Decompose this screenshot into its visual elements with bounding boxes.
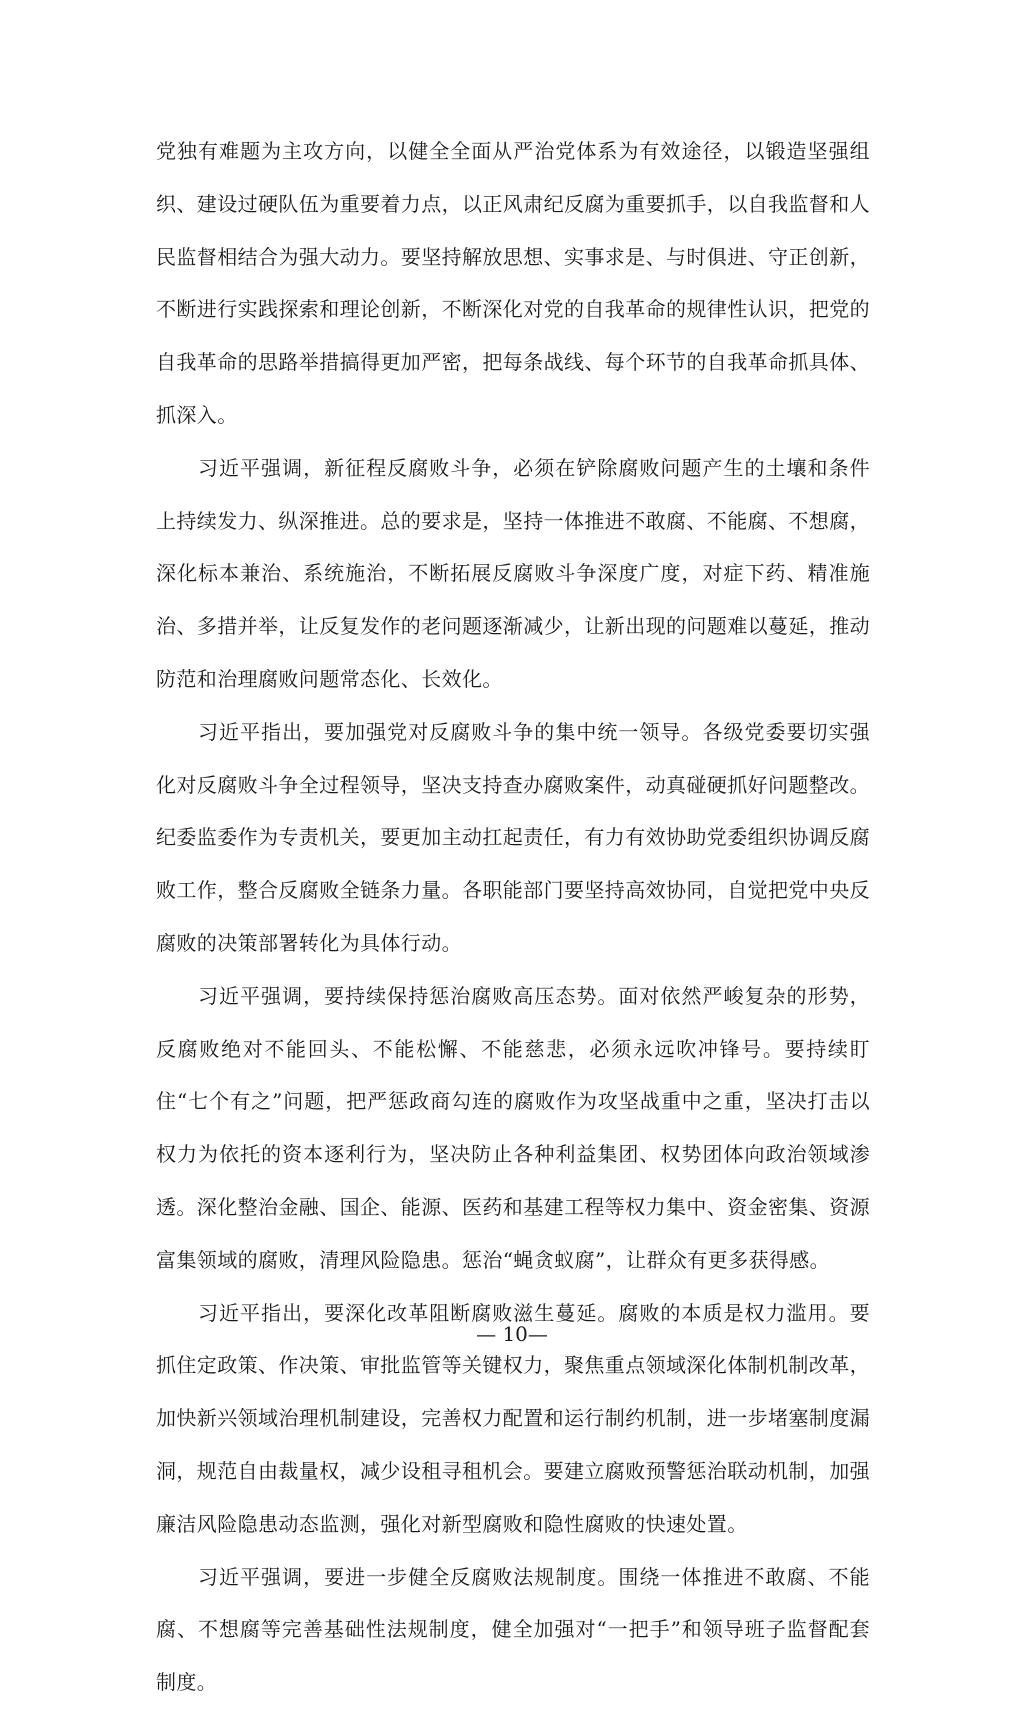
page-number: — 10— [476, 1322, 548, 1346]
paragraph-6: 习近平强调，要进一步健全反腐败法规制度。围绕一体推进不敢腐、不能腐、不想腐等完善基础性法规制度，健全加强对“一把手”和领导班子监督配套制度。 [156, 1564, 870, 1695]
paragraph-3: 习近平指出，要加强党对反腐败斗争的集中统一领导。各级党委要切实强化对反腐败斗争全过程领导，坚决支持查办腐败案件，动真碰硬抓好问题整改。纪委监委作为专责机关，要更加主动扛起责任，有力有效协助党委组织协调反腐败工作，整合反腐败全链条力量。各职能部门要坚持高效协同，自觉把党中央反腐败的决策部署转化为具体行动。 [156, 719, 870, 955]
document-body [156, 125, 870, 1709]
paragraph-4: 习近平强调，要持续保持惩治腐败高压态势。面对依然严峻复杂的形势，反腐败绝对不能回头、不能松懈、不能慈悲，必须永远吹冲锋号。要持续盯住“七个有之”问题，把严惩政商勾连的腐败作为攻坚战重中之重，坚决打击以权力为依托的资本逐利行为，坚决防止各种利益集团、权势团体向政治领域渗透。深化整治金融、国企、能源、医药和基建工程等权力集中、资金密集、资源富集领域的腐败，清理风险隐患。惩治“蝇贪蚁腐”，让群众有更多获得感。 [156, 983, 870, 1272]
paragraph-2: 习近平强调，新征程反腐败斗争，必须在铲除腐败问题产生的土壤和条件上持续发力、纵深推进。总的要求是，坚持一体推进不敢腐、不能腐、不想腐，深化标本兼治、系统施治，不断拓展反腐败斗争深度广度，对症下药、精准施治、多措并举，让反复发作的老问题逐渐减少，让新出现的问题难以蔓延，推动防范和治理腐败问题常态化、长效化。 [156, 455, 870, 691]
paragraph-1: 党独有难题为主攻方向，以健全全面从严治党体系为有效途径，以锻造坚强组织、建设过硬队伍为重要着力点，以正风肃纪反腐为重要抓手，以自我监督和人民监督相结合为强大动力。要坚持解放思想、实事求是、与时俱进、守正创新，不断进行实践探索和理论创新，不断深化对党的自我革命的规律性认识，把党的自我革命的思路举措搞得更加严密，把每条战线、每个环节的自我革命抓具体、抓深入。 [156, 139, 870, 427]
paragraph-5: 习近平指出，要深化改革阻断腐败滋生蔓延。腐败的本质是权力滥用。要抓住定政策、作决策、审批监管等关键权力，聚焦重点领域深化体制机制改革，加快新兴领域治理机制建设，完善权力配置和运行制约机制，进一步堵塞制度漏洞，规范自由裁量权，减少设租寻租机会。要建立腐败预警惩治联动机制，加强廉洁风险隐患动态监测，强化对新型腐败和隐性腐败的快速处置。 [156, 1300, 870, 1536]
